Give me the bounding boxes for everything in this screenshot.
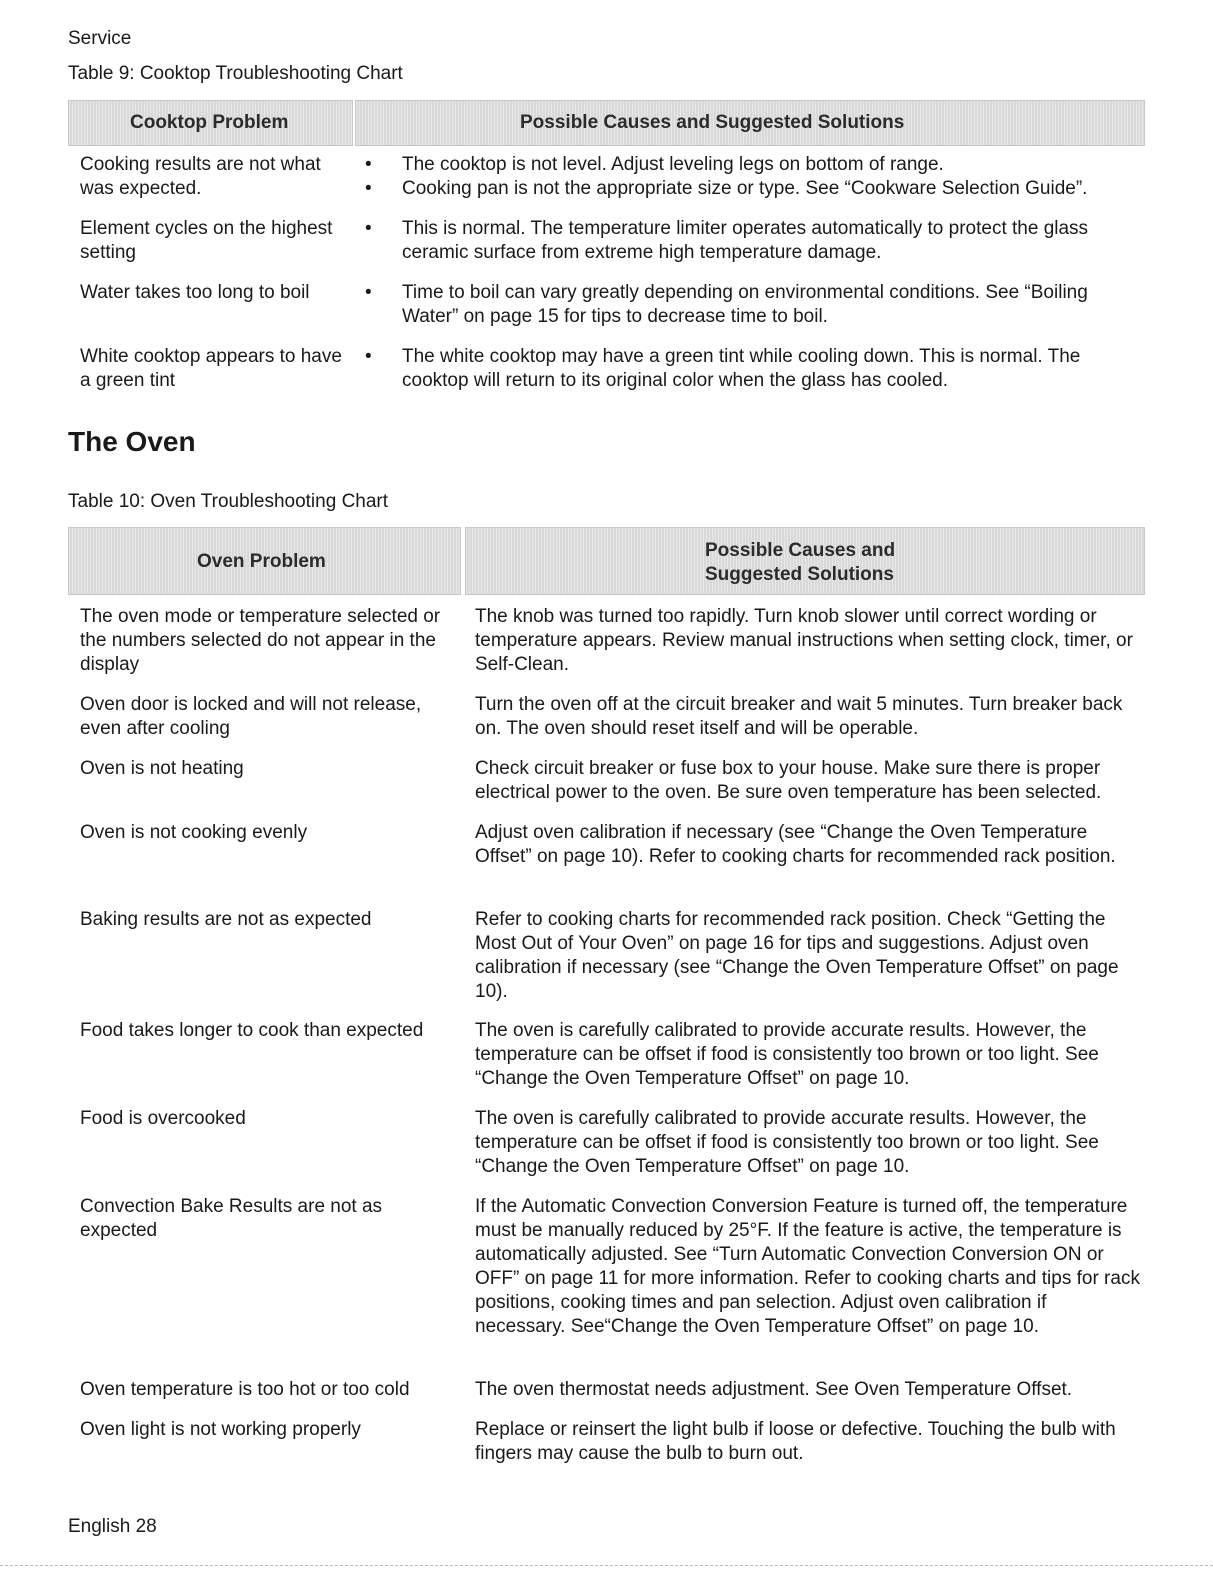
oven-solution: Refer to cooking charts for recommended rack position. Check “Getting the Most Out of Your Oven” on page 16 for tips and suggestions. Adjust oven calibration if necessary (see “Change the Oven Temperature Offset” on page 10). — [475, 909, 1119, 1002]
section-label: Service — [68, 28, 132, 49]
cooktop-row — [80, 153, 1140, 203]
oven-problem: Oven temperature is too hot or too cold — [80, 1379, 410, 1400]
bullet-icon: • — [365, 154, 372, 175]
cooktop-solution: The cooktop is not level. Adjust leveling legs on bottom of range. — [402, 154, 944, 175]
oven-solution: The oven is carefully calibrated to provide accurate results. However, the temperature can be offset if food is consistently too brown or too light. See “Change the Oven Temperature Offset” on page 10. — [475, 1020, 1099, 1089]
page-footer: English 28 — [68, 1516, 157, 1537]
cooktop-solution: This is normal. The temperature limiter operates automatically to protect the glass ceramic surface from extreme high temperature damage. — [402, 218, 1089, 263]
cooktop-row — [80, 217, 1140, 267]
oven-problem: Oven light is not working properly — [80, 1419, 361, 1440]
cooktop-solution: Cooking pan is not the appropriate size or type. See “Cookware Selection Guide”. — [402, 178, 1088, 199]
oven-problem: Convection Bake Results are not as expected — [80, 1196, 383, 1241]
cooktop-solution: The white cooktop may have a green tint while cooling down. This is normal. The cooktop will return to its original color when the glass has cooled. — [402, 346, 1081, 391]
bullet-icon: • — [365, 218, 372, 239]
cooktop-problem: Cooking results are not what was expected. — [80, 154, 321, 199]
bottom-divider — [0, 1565, 1213, 1566]
oven-solution: Replace or reinsert the light bulb if loose or defective. Touching the bulb with fingers may cause the bulb to burn out. — [475, 1419, 1116, 1464]
oven-section-heading: The Oven — [68, 426, 196, 457]
oven-solution: The oven thermostat needs adjustment. See Oven Temperature Offset. — [475, 1379, 1073, 1400]
oven-solution: Check circuit breaker or fuse box to your house. Make sure there is proper electrical power to the oven. Be sure oven temperature has been selected. — [475, 758, 1102, 803]
cooktop-problem-header-label: Cooktop Problem — [130, 112, 289, 133]
oven-solution: If the Automatic Convection Conversion Feature is turned off, the temperature must be manually reduced by 25°F. If the feature is active, the temperature is automatically adjusted. See “Turn Automatic Convection Conversion ON or OFF” on page 11 for more information. Refer to cooking charts and tips for rack positions, cooking times and pan selection. Adjust oven calibration if necessary. See“Change the Oven Temperature Offset” on page 10. — [475, 1196, 1140, 1337]
cooktop-problem: White cooktop appears to have a green tint — [80, 346, 342, 391]
oven-solution: Turn the oven off at the circuit breaker and wait 5 minutes. Turn breaker back on. The oven should reset itself and will be operable. — [475, 694, 1123, 739]
oven-problem: The oven mode or temperature selected or the numbers selected do not appear in the display — [80, 606, 441, 675]
oven-problem: Food is overcooked — [80, 1108, 246, 1129]
oven-solution: The knob was turned too rapidly. Turn knob slower until correct wording or temperature appears. Review manual instructions when setting clock, timer, or Self-Clean. — [475, 606, 1133, 675]
oven-problem: Oven is not heating — [80, 758, 244, 779]
oven-problem: Baking results are not as expected — [80, 909, 372, 930]
oven-problem: Oven door is locked and will not release, even after cooling — [80, 694, 422, 739]
oven-table-caption: Table 10: Oven Troubleshooting Chart — [68, 491, 389, 512]
cooktop-table-caption: Table 9: Cooktop Troubleshooting Chart — [68, 63, 403, 84]
cooktop-solutions-header-label: Possible Causes and Suggested Solutions — [520, 112, 905, 133]
oven-solution: The oven is carefully calibrated to provide accurate results. However, the temperature can be offset if food is consistently too brown or too light. See “Change the Oven Temperature Offset” on page 10. — [475, 1108, 1099, 1177]
oven-solution: Adjust oven calibration if necessary (see “Change the Oven Temperature Offset” on page 10). Refer to cooking charts for recommended rack position. — [475, 822, 1116, 867]
cooktop-solution: Time to boil can vary greatly depending on environmental conditions. See “Boiling Water” on page 15 for tips to decrease time to boil. — [402, 282, 1088, 327]
cooktop-row — [80, 281, 1140, 331]
cooktop-problem: Water takes too long to boil — [80, 282, 310, 303]
bullet-icon: • — [365, 178, 372, 199]
oven-problem: Food takes longer to cook than expected — [80, 1020, 424, 1041]
oven-problem: Oven is not cooking evenly — [80, 822, 308, 843]
bullet-icon: • — [365, 282, 372, 303]
oven-solutions-header-label-2: Suggested Solutions — [705, 564, 894, 585]
oven-problem-header-label: Oven Problem — [197, 551, 326, 572]
cooktop-problem: Element cycles on the highest setting — [80, 218, 333, 263]
oven-solutions-header-label-1: Possible Causes and — [705, 540, 896, 561]
cooktop-row — [80, 345, 1140, 395]
bullet-icon: • — [365, 346, 372, 367]
